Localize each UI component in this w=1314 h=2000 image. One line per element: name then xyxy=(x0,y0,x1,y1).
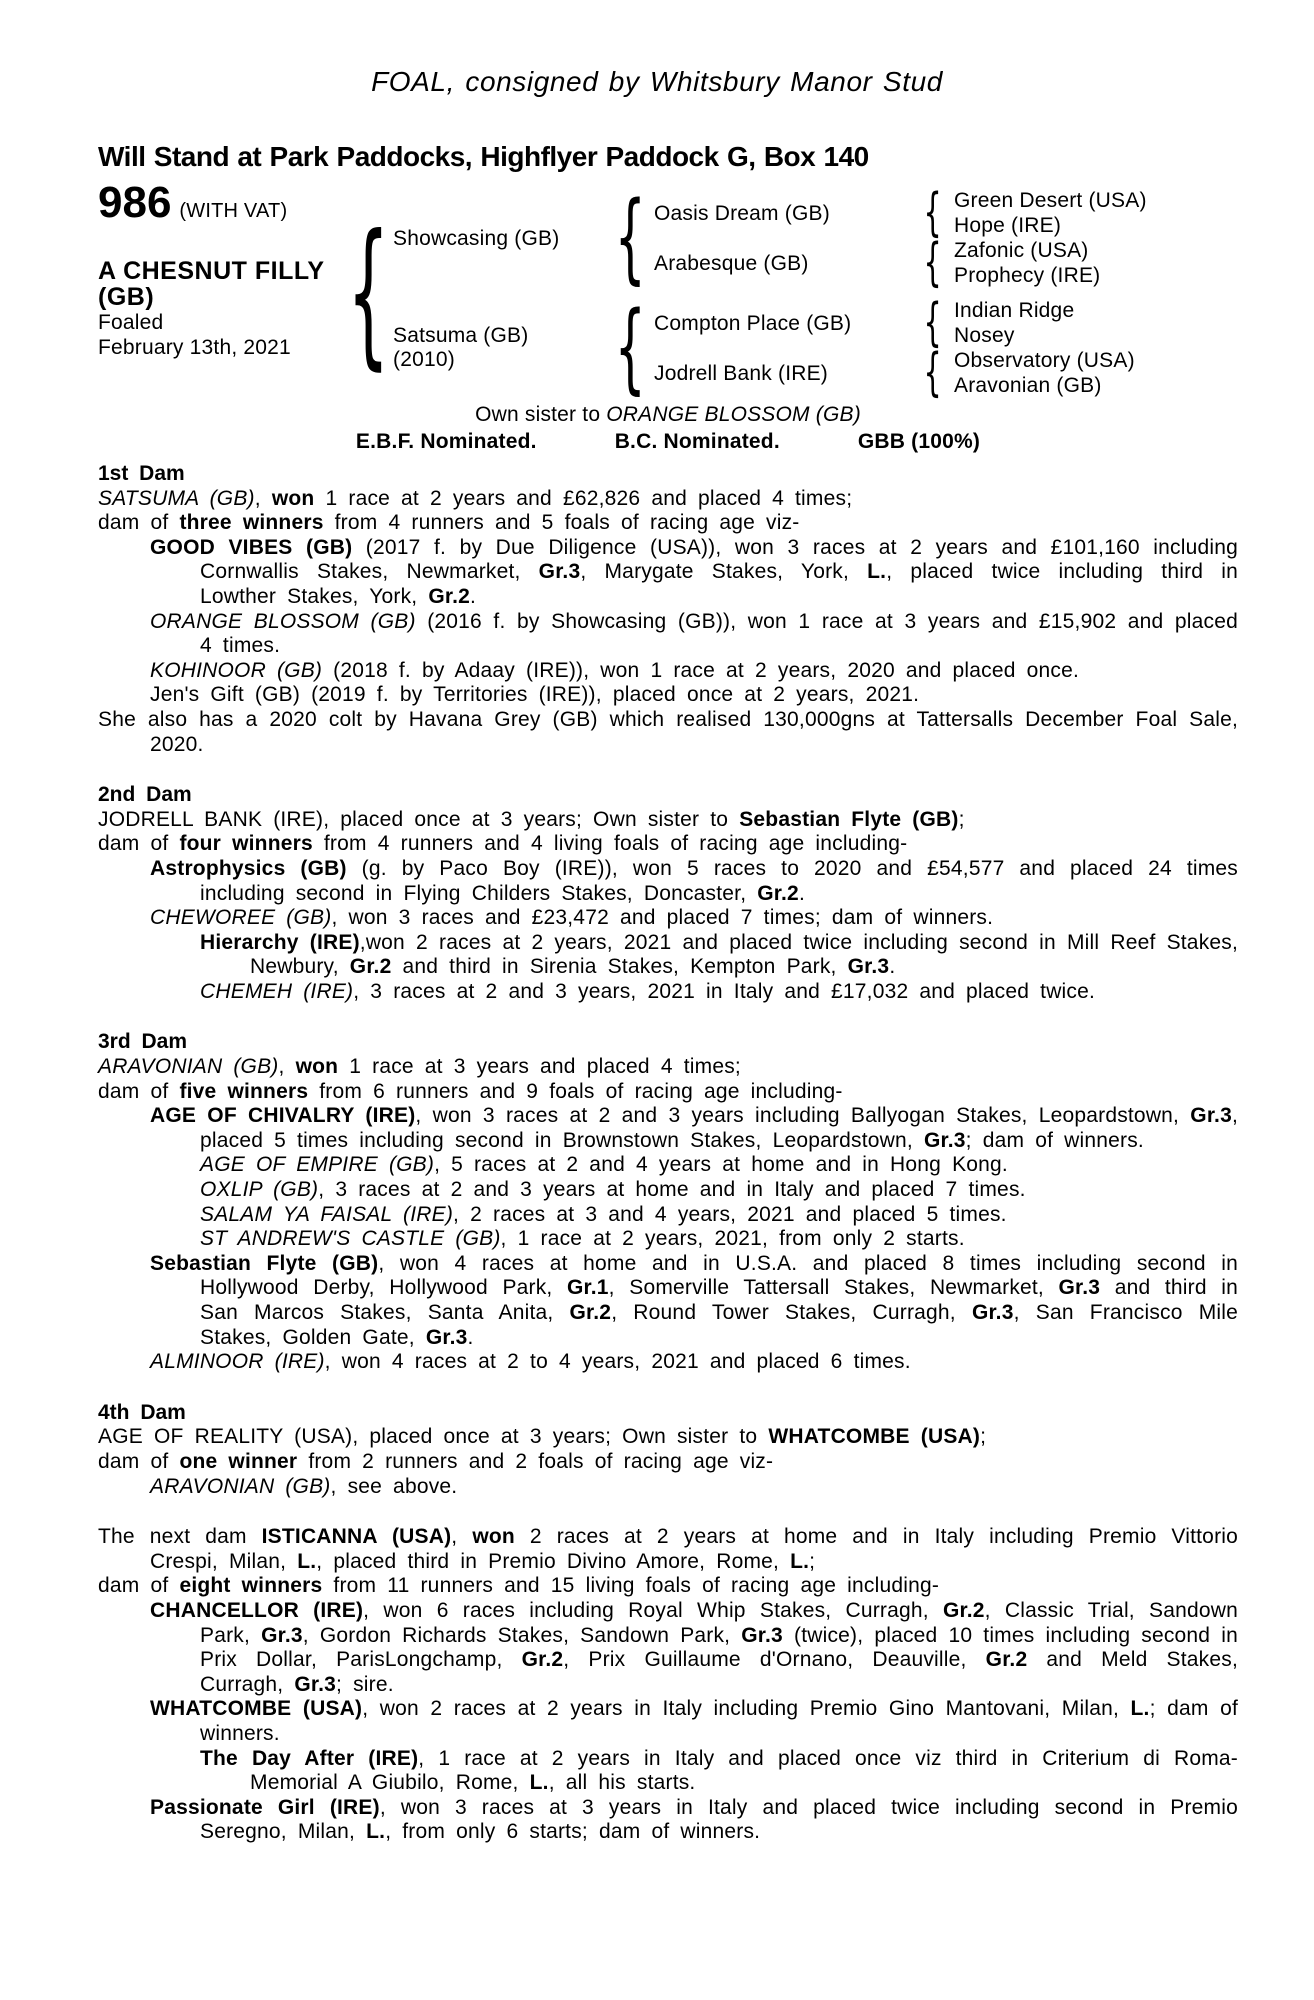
catalogue-paragraph xyxy=(98,511,1238,536)
catalogue-paragraph xyxy=(98,1178,1238,1203)
vat-note: (WITH VAT) xyxy=(179,200,288,222)
text-segment: Gr.3 xyxy=(1190,1104,1232,1128)
text-segment: 1 race at 2 years and £62,826 and placed 4 times; xyxy=(314,486,853,510)
text-segment: (2018 f. by Adaay (IRE)), won 1 race at 2 years, 2020 and placed once. xyxy=(322,658,1080,682)
bc-nominated: B.C. Nominated. xyxy=(614,430,780,453)
text-segment: won xyxy=(295,1055,339,1079)
text-segment: OXLIP (GB) xyxy=(200,1178,319,1202)
catalogue-body xyxy=(98,402,1238,1845)
text-segment: , Round Tower Stakes, Curragh, xyxy=(611,1301,972,1324)
text-segment: L. xyxy=(297,1549,317,1573)
text-segment: WHATCOMBE (USA) xyxy=(768,1425,981,1449)
text-segment: , Classic Trial, Sandown Park, xyxy=(200,1598,1238,1647)
pedigree-gen3-name: Nosey xyxy=(954,324,1015,347)
text-segment: Hierarchy (IRE) xyxy=(200,930,360,954)
text-segment: Gr.3 xyxy=(261,1623,303,1647)
horse-identity-block xyxy=(98,258,325,360)
text-segment: , won 2 races at 2 years in Italy including Premio Gino Mantovani, Milan, xyxy=(362,1697,1131,1721)
text-segment: (twice), placed 10 times including second in Prix Dollar, ParisLongchamp, xyxy=(200,1623,1238,1672)
pedigree-dam xyxy=(384,298,615,398)
catalogue-paragraph xyxy=(98,1747,1238,1796)
text-segment: and Meld Stakes, Curragh, xyxy=(200,1648,1238,1696)
pedigree-gen3-name: Green Desert (USA) xyxy=(954,189,1147,212)
text-segment: from 4 runners and 5 foals of racing age viz- xyxy=(323,511,800,535)
text-segment: (2016 f. by Showcasing (GB)), won 1 race at 3 years and £15,902 and placed 4 times. xyxy=(200,609,1238,658)
text-segment: ST ANDREW'S CASTLE (GB) xyxy=(200,1227,501,1251)
catalogue-paragraph xyxy=(98,808,1238,833)
text-segment: SALAM YA FAISAL (IRE) xyxy=(200,1202,454,1226)
text-segment: Sebastian Flyte (GB) xyxy=(150,1251,379,1275)
text-segment: The next dam xyxy=(98,1525,262,1549)
catalogue-paragraph xyxy=(98,1252,1238,1350)
text-segment: Gr.2 xyxy=(569,1301,612,1324)
text-segment: JODRELL BANK (IRE), placed once at 3 years; Own sister to xyxy=(98,807,740,831)
text-segment: Jen's Gift (GB) (2019 f. by Territories (IRE)), placed once at 2 years, 2021. xyxy=(150,683,920,707)
text-segment: Gr.3 xyxy=(538,560,581,584)
section-heading: 4th Dam xyxy=(98,1400,186,1424)
catalogue-paragraph xyxy=(98,1350,1238,1375)
text-segment: Gr.3 xyxy=(847,955,890,979)
pedigree-brace-gen3: { xyxy=(923,183,942,243)
text-segment: Gr.3 xyxy=(425,1325,468,1349)
text-segment: , Gordon Richards Stakes, Sandown Park, xyxy=(302,1623,742,1647)
pedigree-brace-gen3: { xyxy=(923,233,942,293)
catalogue-paragraph xyxy=(98,1203,1238,1228)
text-segment: , won 3 races and £23,472 and placed 7 times; dam of winners. xyxy=(331,906,994,930)
text-segment: L. xyxy=(366,1820,386,1844)
text-segment: ALMINOOR (IRE) xyxy=(150,1350,325,1374)
catalogue-paragraph xyxy=(98,1227,1238,1252)
catalogue-paragraph xyxy=(98,659,1238,684)
section-heading: 2nd Dam xyxy=(98,783,192,807)
catalogue-paragraph xyxy=(98,1055,1238,1080)
text-segment: GOOD VIBES (GB) xyxy=(150,535,353,559)
pedigree-sire: Showcasing (GB) xyxy=(393,226,560,250)
text-segment: . xyxy=(798,881,805,905)
text-segment: Gr.3 xyxy=(971,1301,1014,1324)
catalogue-paragraph xyxy=(98,1153,1238,1178)
catalogue-paragraph xyxy=(98,683,1238,708)
text-segment: from 2 runners and 2 foals of racing age viz- xyxy=(297,1449,774,1473)
text-segment: ; xyxy=(958,807,965,831)
text-segment: AGE OF REALITY (USA), placed once at 3 years; Own sister to xyxy=(98,1425,769,1449)
catalogue-paragraph xyxy=(98,1697,1238,1746)
text-segment: won xyxy=(472,1525,515,1549)
pedigree-gen3-name: Aravonian (GB) xyxy=(954,374,1102,397)
pedigree-gen3-name: Prophecy (IRE) xyxy=(954,264,1101,287)
text-segment: . xyxy=(889,955,896,979)
text-segment: 2 races at 2 years at home and in Italy including Premio Vittorio Crespi, Milan, xyxy=(150,1525,1239,1573)
text-segment: . xyxy=(467,1325,474,1349)
text-segment: CHANCELLOR (IRE) xyxy=(150,1598,364,1622)
text-segment: from 4 runners and 4 living foals of racing age including- xyxy=(312,832,908,856)
text-segment: , won 3 races at 3 years in Italy and placed twice including second in Premio Seregno, Milan, xyxy=(200,1795,1238,1844)
pedigree-dam-name: Satsuma (GB) xyxy=(393,324,529,347)
text-segment: Gr.2 xyxy=(942,1598,985,1622)
pedigree-brace-sire: { xyxy=(614,181,646,295)
text-segment: one winner xyxy=(179,1449,298,1473)
pedigree-table xyxy=(346,181,1147,405)
pedigree-gen2-name: Compton Place (GB) xyxy=(654,311,852,335)
text-segment: , won 6 races including Royal Whip Stakes, Curragh, xyxy=(363,1598,943,1622)
catalogue-paragraph xyxy=(98,1599,1238,1697)
pedigree-gen2-name: Oasis Dream (GB) xyxy=(654,201,830,225)
text-segment: L. xyxy=(1130,1697,1150,1721)
text-segment: , xyxy=(254,486,272,510)
stand-location: Will Stand at Park Paddocks, Highflyer Paddock G, Box 140 xyxy=(98,141,869,172)
catalogue-paragraph xyxy=(98,980,1238,1005)
text-segment: dam of xyxy=(98,511,180,535)
section-heading: 1st Dam xyxy=(98,462,185,485)
text-segment: eight winners xyxy=(179,1574,323,1598)
text-segment: She also has a 2020 colt by Havana Grey (GB) which realised 130,000gns at Tattersalls December Foal Sale, 2020. xyxy=(98,707,1238,756)
catalogue-paragraph xyxy=(98,1450,1238,1475)
text-segment: SATSUMA (GB) xyxy=(98,486,255,510)
text-segment: (g. by Paco Boy (IRE)), won 5 races to 2020 and £54,577 and placed 24 times including second in Flying Childers Stakes, Doncaster, xyxy=(200,856,1238,905)
text-segment: , won 3 races at 2 and 3 years including Ballyogan Stakes, Leopardstown, xyxy=(415,1104,1191,1128)
text-segment: Gr.2 xyxy=(757,881,799,905)
text-segment: CHEMEH (IRE) xyxy=(200,979,354,1003)
catalogue-paragraph xyxy=(98,832,1238,857)
text-segment: ,won 2 races at 2 years, 2021 and placed twice including second in Mill Reef Stakes, Newbury, xyxy=(250,930,1239,979)
catalogue-paragraph xyxy=(98,536,1238,610)
text-segment: , from only 6 starts; dam of winners. xyxy=(385,1820,761,1844)
horse-name-line1: A CHESNUT FILLY xyxy=(98,257,325,285)
section-gap xyxy=(98,1499,1238,1525)
text-segment: Gr.1 xyxy=(567,1276,609,1300)
catalogue-paragraph xyxy=(98,1796,1238,1845)
text-segment: Gr.2 xyxy=(428,584,471,608)
own-sister-name: ORANGE BLOSSOM (GB) xyxy=(606,403,861,426)
text-segment: , all his starts. xyxy=(548,1771,696,1795)
text-segment: ; sire. xyxy=(336,1672,394,1696)
text-segment: , 3 races at 2 and 3 years at home and in Italy and placed 7 times. xyxy=(318,1178,1026,1202)
ebf-nominated: E.B.F. Nominated. xyxy=(355,430,537,453)
text-segment: . xyxy=(470,584,477,608)
text-segment: Gr.2 xyxy=(985,1648,1028,1672)
text-segment: won xyxy=(271,486,315,510)
catalogue-paragraph xyxy=(98,487,1238,512)
text-segment: WHATCOMBE (USA) xyxy=(150,1697,363,1721)
text-segment: ; dam of winners. xyxy=(965,1128,1144,1152)
foaled-date: February 13th, 2021 xyxy=(98,336,291,359)
text-segment: Gr.2 xyxy=(521,1648,564,1672)
text-segment: , won 4 races at 2 to 4 years, 2021 and placed 6 times. xyxy=(324,1350,911,1374)
catalogue-paragraph xyxy=(98,931,1238,980)
text-segment: , 1 race at 2 years in Italy and placed once viz third in Criterium di Roma-Memorial A Giubilo, Rome, xyxy=(250,1746,1238,1795)
text-segment: 1 race at 3 years and placed 4 times; xyxy=(338,1055,741,1079)
horse-name-line2: (GB) xyxy=(98,283,155,311)
pedigree-brace-gen1: { xyxy=(346,201,390,385)
text-segment: ; xyxy=(980,1425,987,1449)
text-segment: , San Francisco Mile Stakes, Golden Gate, xyxy=(200,1301,1239,1349)
text-segment: , 3 races at 2 and 3 years, 2021 in Italy and £17,032 and placed twice. xyxy=(353,979,1096,1003)
text-segment: Gr.3 xyxy=(1058,1276,1101,1300)
text-segment: ; xyxy=(809,1549,816,1573)
pedigree-gen3-name: Zafonic (USA) xyxy=(954,239,1089,262)
text-segment: Passionate Girl (IRE) xyxy=(150,1795,380,1819)
text-segment: dam of xyxy=(98,1079,180,1103)
text-segment: ARAVONIAN (GB) xyxy=(150,1474,331,1498)
text-segment: L. xyxy=(529,1771,549,1795)
text-segment: from 6 runners and 9 foals of racing age including- xyxy=(308,1079,843,1103)
text-segment: Gr.3 xyxy=(923,1128,966,1152)
text-segment: and third in Sirenia Stakes, Kempton Park, xyxy=(391,955,848,979)
gbb-note: GBB (100%) xyxy=(857,430,981,453)
text-segment: , Somerville Tattersall Stakes, Newmarket, xyxy=(608,1276,1059,1300)
own-sister-line xyxy=(98,402,1238,427)
text-segment: four winners xyxy=(179,832,313,856)
text-segment: , 5 races at 2 and 4 years at home and in Hong Kong. xyxy=(434,1153,1008,1177)
text-segment: , won 4 races at home and in U.S.A. and placed 8 times including second in Hollywood Derby, Hollywood Park, xyxy=(200,1251,1238,1300)
text-segment: Gr.2 xyxy=(349,955,392,979)
text-segment: dam of xyxy=(98,1574,180,1598)
catalogue-paragraph xyxy=(98,708,1238,757)
text-segment: Astrophysics (GB) xyxy=(150,856,347,880)
lot-row xyxy=(98,178,287,228)
catalogue-paragraph xyxy=(98,1104,1238,1153)
text-segment: , xyxy=(278,1055,296,1079)
catalogue-paragraph xyxy=(98,1425,1238,1450)
text-segment: (2017 f. by Due Diligence (USA)), won 3 races at 2 years and £101,160 including Cornwallis Stakes, Newmarket, xyxy=(200,535,1238,584)
text-segment: , Prix Guillaume d'Ornano, Deauville, xyxy=(563,1648,986,1672)
catalogue-paragraph xyxy=(98,610,1238,659)
pedigree-gen3-name: Indian Ridge xyxy=(954,299,1075,322)
text-segment: , placed third in Premio Divino Amore, Rome, xyxy=(316,1549,791,1573)
text-segment: ARAVONIAN (GB) xyxy=(98,1055,279,1079)
pedigree-brace-dam: { xyxy=(614,291,646,405)
catalogue-paragraph xyxy=(98,1475,1238,1500)
text-segment: The Day After (IRE) xyxy=(200,1746,419,1770)
pedigree-brace-gen3: { xyxy=(923,293,942,353)
catalogue-paragraph xyxy=(98,1525,1238,1574)
text-segment: and third in San Marcos Stakes, Santa Anita, xyxy=(200,1276,1238,1324)
pedigree-gen3-name: Observatory (USA) xyxy=(954,349,1135,372)
text-segment: KOHINOOR (GB) xyxy=(150,658,323,682)
lot-number: 986 xyxy=(98,178,172,227)
text-segment: , placed 5 times including second in Brownstown Stakes, Leopardstown, xyxy=(200,1104,1238,1152)
text-segment: , xyxy=(451,1525,473,1549)
text-segment: five winners xyxy=(179,1079,309,1103)
catalogue-paragraph xyxy=(98,857,1238,906)
text-segment: L. xyxy=(867,560,887,584)
consignment-title: FOAL, consigned by Whitsbury Manor Stud xyxy=(371,66,943,97)
text-segment: from 11 runners and 15 living foals of racing age including- xyxy=(322,1574,940,1598)
catalogue-paragraph xyxy=(98,1080,1238,1105)
text-segment: AGE OF CHIVALRY (IRE) xyxy=(150,1104,416,1128)
text-segment: , Marygate Stakes, York, xyxy=(580,560,868,584)
section-heading: 3rd Dam xyxy=(98,1030,188,1054)
text-segment: three winners xyxy=(179,511,324,535)
pedigree-dam-year: (2010) xyxy=(393,348,455,371)
text-segment: , 1 race at 2 years, 2021, from only 2 starts. xyxy=(500,1227,965,1251)
text-segment: , see above. xyxy=(330,1474,458,1498)
text-segment: Gr.3 xyxy=(741,1623,783,1647)
text-segment: AGE OF EMPIRE (GB) xyxy=(200,1153,435,1177)
own-sister-prefix: Own sister to xyxy=(475,403,607,426)
pedigree-gen2-name: Arabesque (GB) xyxy=(654,251,809,275)
foaled-label: Foaled xyxy=(98,311,164,334)
catalogue-paragraph xyxy=(98,1574,1238,1599)
text-segment: , 2 races at 3 and 4 years, 2021 and placed 5 times. xyxy=(453,1202,1007,1226)
text-segment: Sebastian Flyte (GB) xyxy=(739,807,959,831)
text-segment: ORANGE BLOSSOM (GB) xyxy=(150,609,416,633)
text-segment: ; dam of winners. xyxy=(200,1697,1238,1745)
text-segment: L. xyxy=(790,1549,810,1573)
catalogue-paragraph xyxy=(98,906,1238,931)
text-segment: Gr.3 xyxy=(294,1672,337,1696)
text-segment: dam of xyxy=(98,832,180,856)
text-segment: dam of xyxy=(98,1449,180,1473)
pedigree-gen2-name: Jodrell Bank (IRE) xyxy=(654,361,828,385)
nominations-line xyxy=(98,429,1238,455)
text-segment: ISTICANNA (USA) xyxy=(261,1525,452,1549)
text-segment: CHEWOREE (GB) xyxy=(150,906,332,930)
pedigree-gen3-name: Hope (IRE) xyxy=(954,214,1062,237)
text-segment: , placed twice including third in Lowther Stakes, York, xyxy=(200,560,1239,608)
pedigree-brace-gen3: { xyxy=(923,343,942,403)
